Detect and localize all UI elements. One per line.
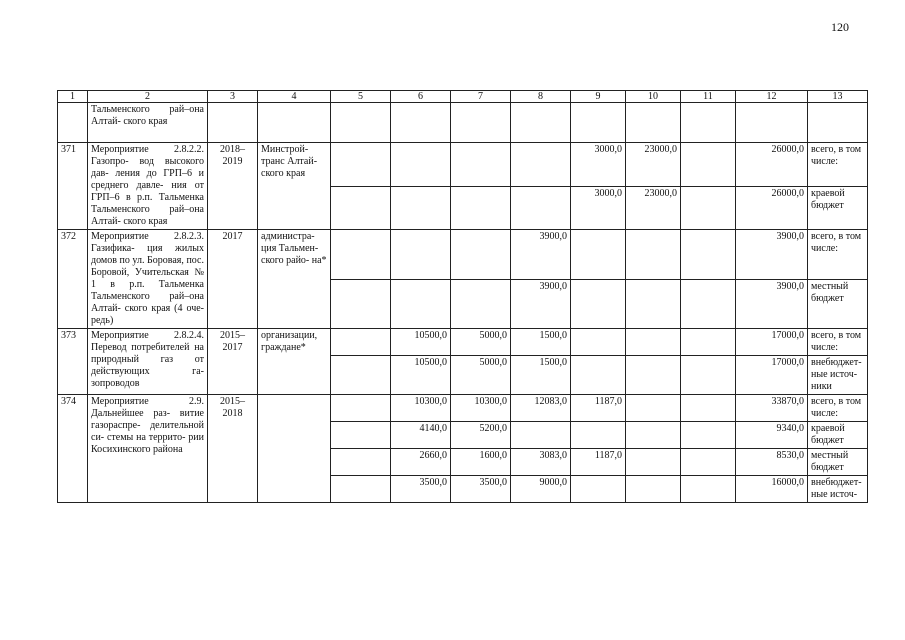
cell-years: 2017 bbox=[208, 230, 258, 329]
cell-value-c11 bbox=[681, 476, 736, 503]
cell-value-c12: 17000,0 bbox=[736, 329, 808, 356]
cell-value-c7 bbox=[451, 186, 511, 230]
header-cell: 13 bbox=[808, 91, 868, 103]
cell-desc: Мероприятие 2.8.2.2. Газопро- вод высокого дав- ления до ГРП–6 и среднего давле- ния от ГРП–6 в р.п. Тальменка Тальменского рай–она Алтай- ского края bbox=[88, 143, 208, 230]
cell-funding-source: всего, в том числе: bbox=[808, 230, 868, 280]
cell-value-c7 bbox=[451, 279, 511, 329]
header-cell: 1 bbox=[58, 91, 88, 103]
table-row bbox=[58, 143, 868, 187]
cell-value-c5 bbox=[331, 279, 391, 329]
cell-value-c6: 10500,0 bbox=[391, 329, 451, 356]
page-number: 120 bbox=[831, 20, 849, 34]
cell-value-c7: 5000,0 bbox=[451, 356, 511, 395]
cell-value-c9 bbox=[571, 356, 626, 395]
cell-value-c11 bbox=[681, 356, 736, 395]
cell-value-c8 bbox=[511, 186, 571, 230]
cell-years: 2018– 2019 bbox=[208, 143, 258, 230]
cell-executor: организации, граждане* bbox=[258, 329, 331, 395]
cell-value-c5 bbox=[331, 449, 391, 476]
cell-value-c6 bbox=[391, 279, 451, 329]
cell-funding-source: всего, в том числе: bbox=[808, 395, 868, 422]
cell-funding-source: всего, в том числе: bbox=[808, 143, 868, 187]
cell-value-c9 bbox=[571, 476, 626, 503]
cell-years: 2015– 2017 bbox=[208, 329, 258, 395]
cell-value-c6: 2660,0 bbox=[391, 449, 451, 476]
cell-funding-source: внебюджет- ные источ- bbox=[808, 476, 868, 503]
header-cell: 9 bbox=[571, 91, 626, 103]
cell-value-c9: 3000,0 bbox=[571, 186, 626, 230]
header-cell: 3 bbox=[208, 91, 258, 103]
cell-num: 373 bbox=[58, 329, 88, 395]
cell-value-c5 bbox=[331, 422, 391, 449]
cell-value-c10 bbox=[626, 279, 681, 329]
cell-value-c10: 23000,0 bbox=[626, 143, 681, 187]
cell-value-c12: 3900,0 bbox=[736, 230, 808, 280]
continuation-row bbox=[58, 103, 868, 143]
cell-value-c8 bbox=[511, 422, 571, 449]
header-cell: 6 bbox=[391, 91, 451, 103]
cell-value-c5 bbox=[331, 329, 391, 356]
cell-value-c7: 3500,0 bbox=[451, 476, 511, 503]
cell-value-c8: 1500,0 bbox=[511, 356, 571, 395]
cell-funding-source: внебюджет- ные источ- ники bbox=[808, 356, 868, 395]
cell-value-c8: 1500,0 bbox=[511, 329, 571, 356]
cell-value-c7: 10300,0 bbox=[451, 395, 511, 422]
cell-desc: Тальменского рай–она Алтай- ского края bbox=[88, 103, 208, 143]
cell-value-c7 bbox=[451, 230, 511, 280]
cell-value-c7: 5000,0 bbox=[451, 329, 511, 356]
cell-funding-source: краевой бюджет bbox=[808, 186, 868, 230]
cell-value-c10 bbox=[626, 449, 681, 476]
cell-value-c5 bbox=[331, 143, 391, 187]
cell-value-c9 bbox=[571, 279, 626, 329]
cell-value-c5 bbox=[331, 356, 391, 395]
header-cell: 10 bbox=[626, 91, 681, 103]
cell-value-c11 bbox=[681, 143, 736, 187]
cell-value-c12: 16000,0 bbox=[736, 476, 808, 503]
cell-value-c10 bbox=[626, 422, 681, 449]
cell-value-c6 bbox=[391, 186, 451, 230]
cell-value-c11 bbox=[681, 186, 736, 230]
cell-funding-source: местный бюджет bbox=[808, 279, 868, 329]
cell-value-c8: 3083,0 bbox=[511, 449, 571, 476]
cell-value-c6: 4140,0 bbox=[391, 422, 451, 449]
cell-value-c9: 1187,0 bbox=[571, 449, 626, 476]
header-cell: 7 bbox=[451, 91, 511, 103]
cell-value-c11 bbox=[681, 449, 736, 476]
cell-value-c8: 9000,0 bbox=[511, 476, 571, 503]
cell-executor bbox=[258, 395, 331, 503]
cell-num: 374 bbox=[58, 395, 88, 503]
cell-value-c7: 1600,0 bbox=[451, 449, 511, 476]
cell-value-c12: 17000,0 bbox=[736, 356, 808, 395]
cell-value-c10: 23000,0 bbox=[626, 186, 681, 230]
cell-value-c12: 9340,0 bbox=[736, 422, 808, 449]
cell-value-c11 bbox=[681, 230, 736, 280]
table-row bbox=[58, 230, 868, 280]
table-row bbox=[58, 395, 868, 422]
cell-value-c11 bbox=[681, 422, 736, 449]
cell-num bbox=[58, 103, 88, 143]
cell-value-c9: 3000,0 bbox=[571, 143, 626, 187]
cell-value-c10 bbox=[626, 476, 681, 503]
header-cell: 12 bbox=[736, 91, 808, 103]
cell-value-c11 bbox=[681, 279, 736, 329]
cell-value-c10 bbox=[626, 356, 681, 395]
cell-value-c6: 10500,0 bbox=[391, 356, 451, 395]
cell-value-c9 bbox=[571, 329, 626, 356]
cell-value-c6: 10300,0 bbox=[391, 395, 451, 422]
header-cell: 2 bbox=[88, 91, 208, 103]
cell-num: 371 bbox=[58, 143, 88, 230]
cell-value-c5 bbox=[331, 186, 391, 230]
cell-executor: администра- ция Тальмен- ского райо- на* bbox=[258, 230, 331, 329]
cell-value-c11 bbox=[681, 329, 736, 356]
cell-value-c6 bbox=[391, 230, 451, 280]
cell-value-c10 bbox=[626, 395, 681, 422]
cell-funding-source: краевой бюджет bbox=[808, 422, 868, 449]
cell-value-c10 bbox=[626, 230, 681, 280]
cell-value-c11 bbox=[681, 395, 736, 422]
cell-desc: Мероприятие 2.8.2.4. Перевод потребителей на природный газ от действующих га- зопроводов bbox=[88, 329, 208, 395]
cell-desc: Мероприятие 2.9. Дальнейшее раз- витие газораспре- делительной си- стемы на террито- рии Косихинского района bbox=[88, 395, 208, 503]
cell-funding-source: местный бюджет bbox=[808, 449, 868, 476]
cell-desc: Мероприятие 2.8.2.3. Газифика- ция жилых домов по ул. Боровая, пос. Боровой, Учительская № 1 в р.п. Тальменка Тальменского рай–она Алтай- ского края (4 оче- редь) bbox=[88, 230, 208, 329]
cell-value-c7 bbox=[451, 143, 511, 187]
cell-value-c12: 3900,0 bbox=[736, 279, 808, 329]
cell-value-c12: 26000,0 bbox=[736, 186, 808, 230]
cell-value-c12: 26000,0 bbox=[736, 143, 808, 187]
cell-value-c6 bbox=[391, 143, 451, 187]
header-cell: 4 bbox=[258, 91, 331, 103]
cell-value-c9 bbox=[571, 422, 626, 449]
cell-years: 2015– 2018 bbox=[208, 395, 258, 503]
cell-value-c12: 33870,0 bbox=[736, 395, 808, 422]
header-cell: 8 bbox=[511, 91, 571, 103]
cell-funding-source: всего, в том числе: bbox=[808, 329, 868, 356]
cell-value-c8: 3900,0 bbox=[511, 230, 571, 280]
cell-value-c12: 8530,0 bbox=[736, 449, 808, 476]
cell-value-c5 bbox=[331, 476, 391, 503]
cell-value-c10 bbox=[626, 329, 681, 356]
cell-value-c5 bbox=[331, 230, 391, 280]
header-cell: 11 bbox=[681, 91, 736, 103]
cell-value-c5 bbox=[331, 395, 391, 422]
cell-value-c8: 3900,0 bbox=[511, 279, 571, 329]
table-row bbox=[58, 329, 868, 356]
header-cell: 5 bbox=[331, 91, 391, 103]
header-row bbox=[58, 91, 868, 103]
cell-value-c8: 12083,0 bbox=[511, 395, 571, 422]
cell-num: 372 bbox=[58, 230, 88, 329]
cell-value-c9: 1187,0 bbox=[571, 395, 626, 422]
cell-value-c7: 5200,0 bbox=[451, 422, 511, 449]
cell-value-c6: 3500,0 bbox=[391, 476, 451, 503]
cell-executor: Минстрой- транс Алтай- ского края bbox=[258, 143, 331, 230]
budget-table bbox=[57, 90, 868, 503]
cell-value-c8 bbox=[511, 143, 571, 187]
cell-value-c9 bbox=[571, 230, 626, 280]
